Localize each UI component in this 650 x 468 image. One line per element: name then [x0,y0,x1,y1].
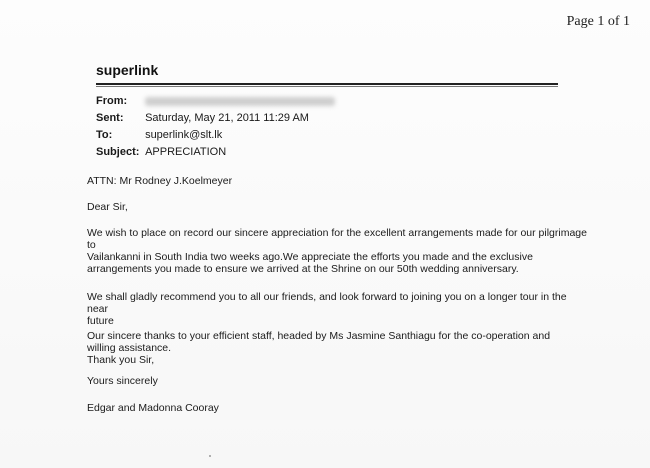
header-divider [96,83,558,85]
scan-speck [209,455,211,457]
subject-row [96,146,226,158]
header-divider-thin [96,86,558,87]
sent-value: Saturday, May 21, 2011 11:29 AM [145,112,309,124]
sent-label: Sent: [96,112,124,124]
page-number: Page 1 of 1 [566,14,630,29]
to-label: To: [96,129,113,141]
attn-line: ATTN: Mr Rodney J.Koelmeyer [87,175,233,187]
subject-value: APPRECIATION [145,146,227,158]
mailbox-title: superlink [96,62,159,78]
sent-row [96,112,309,124]
from-value-redacted [145,97,335,106]
to-value: superlink@slt.lk [145,129,223,141]
closing: Yours sincerely [87,375,158,387]
paragraph-3: Our sincere thanks to your efficient staff, headed by Ms Jasmine Santhiagu for the co-operation and willing assistance. Thank you Sir, [87,330,551,366]
paragraph-2: We shall gladly recommend you to all our friends, and look forward to joining you on a longer tour in the near future [87,291,567,327]
to-row [96,129,222,141]
from-row [96,95,335,107]
paragraph-1: We wish to place on record our sincere appreciation for the excellent arrangements made for our pilgrimage to Vailankanni in South India two weeks ago.We appreciate the efforts you made and the exclusive arrangements you made to ensure we arrived at the Shrine on our 50th wedding anniversary. [87,227,587,275]
signature: Edgar and Madonna Cooray [87,402,219,414]
from-label: From: [96,95,128,107]
subject-label: Subject: [96,146,140,158]
salutation: Dear Sir, [87,201,128,213]
